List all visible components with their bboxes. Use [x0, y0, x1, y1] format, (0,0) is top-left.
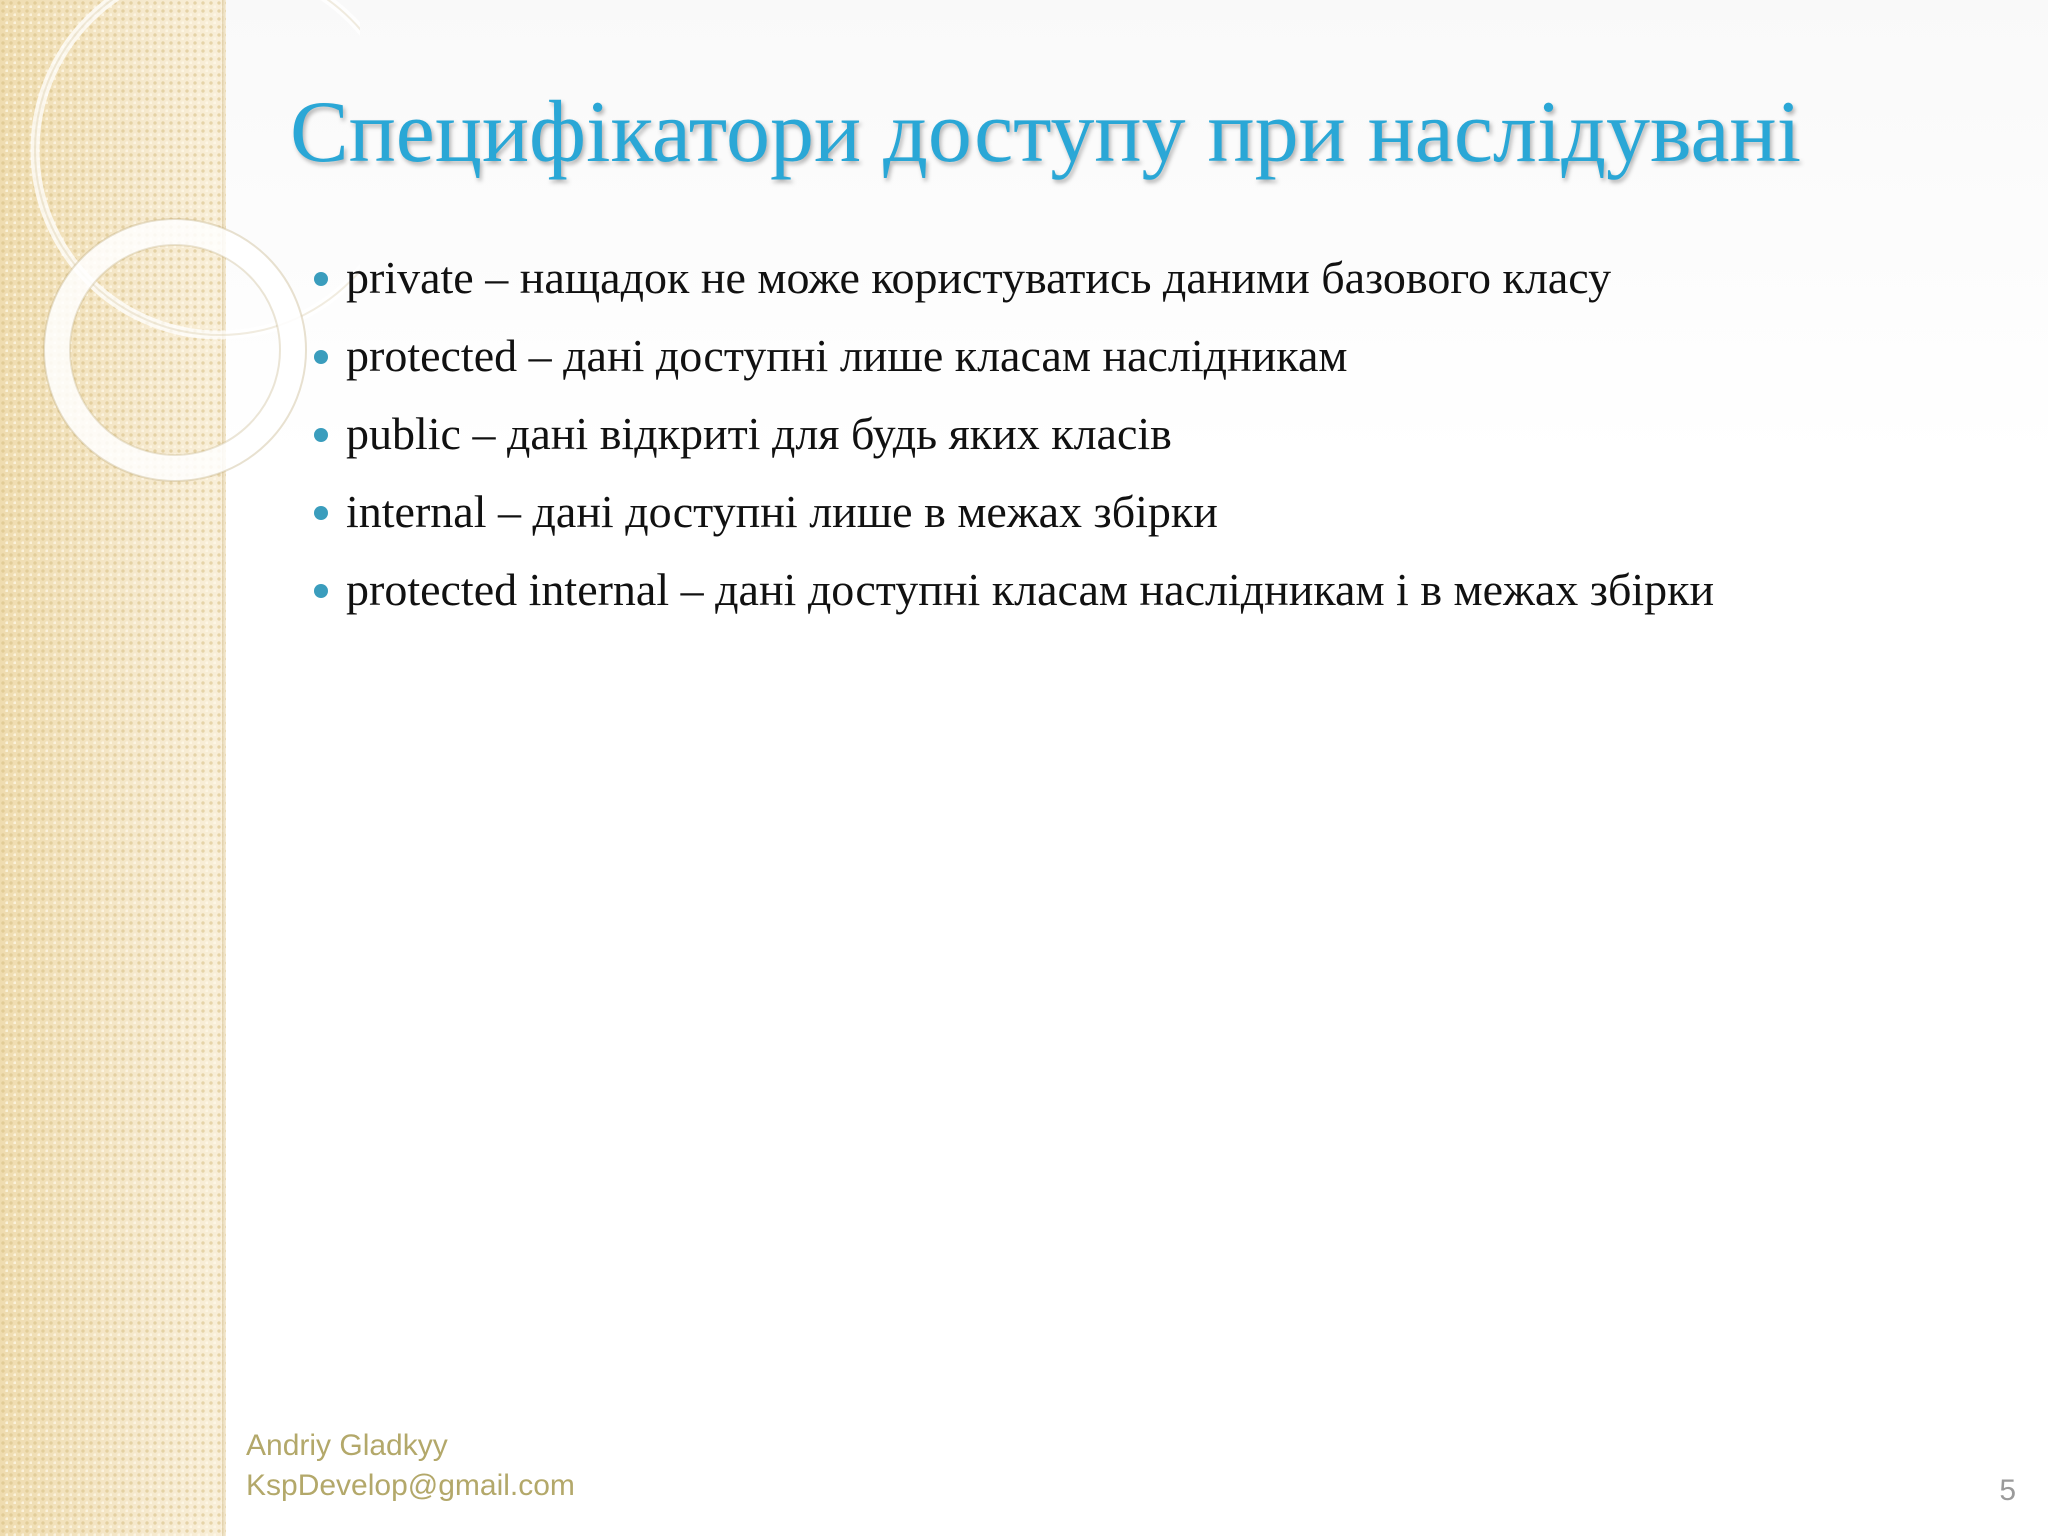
bullet-text: private – нащадок не може користуватись даними базового класу — [346, 251, 1612, 303]
footer-author: Andriy Gladkyy — [246, 1429, 448, 1462]
bullet-item-private — [314, 238, 2014, 316]
decorative-side-band — [0, 0, 226, 1536]
bullet-dot-icon — [314, 428, 328, 442]
bullet-text: protected – дані доступні лише класам наслідникам — [346, 329, 1348, 381]
bullet-list — [314, 238, 2014, 628]
bullet-item-protected-internal — [314, 550, 2014, 628]
bullet-text: public – дані відкриті для будь яких класів — [346, 407, 1172, 459]
bullet-text: internal – дані доступні лише в межах збірки — [346, 485, 1218, 537]
bullet-dot-icon — [314, 350, 328, 364]
bullet-item-internal — [314, 472, 2014, 550]
footer-email: KspDevelop@gmail.com — [246, 1469, 575, 1502]
footer — [246, 1426, 575, 1506]
side-band-edge — [222, 0, 226, 1536]
bullet-dot-icon — [314, 272, 328, 286]
bullet-dot-icon — [314, 506, 328, 520]
page-number: 5 — [1999, 1474, 2016, 1507]
slide-title: Специфікатори доступу при наслідувані — [290, 84, 1802, 181]
bullet-text: protected internal – дані доступні класам наслідникам і в межах збірки — [346, 563, 1715, 615]
bullet-item-protected — [314, 316, 2014, 394]
bullet-dot-icon — [314, 584, 328, 598]
bullet-item-public — [314, 394, 2014, 472]
